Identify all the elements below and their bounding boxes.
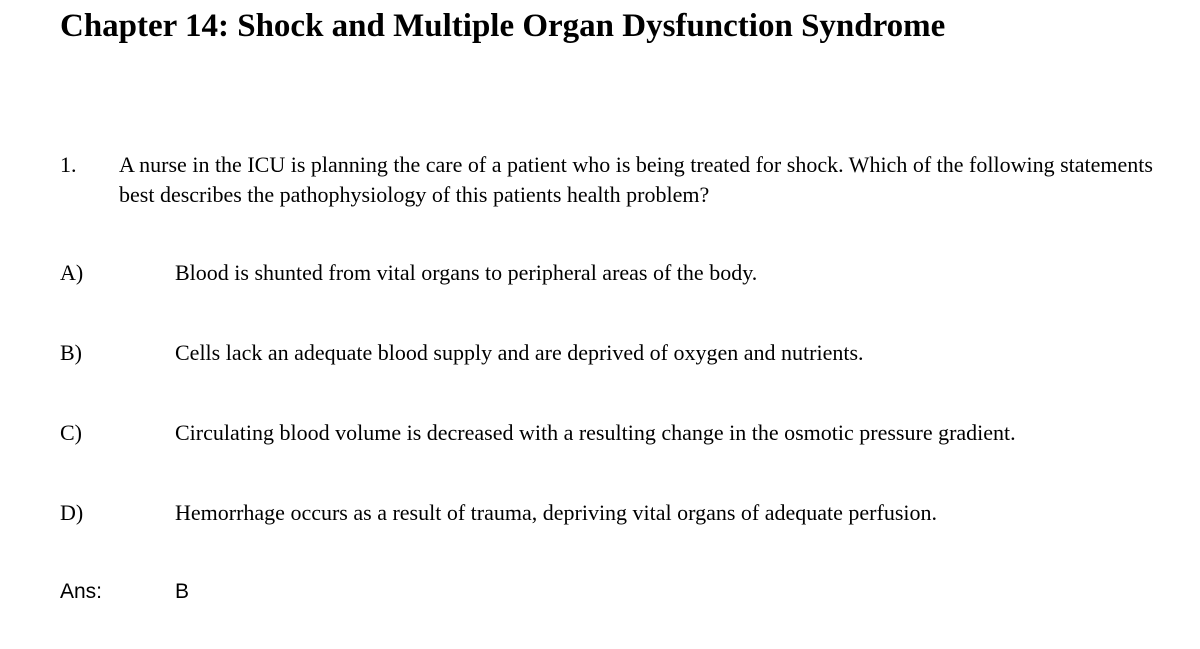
option-a-letter: A) bbox=[60, 260, 84, 285]
option-d-letter: D) bbox=[60, 500, 84, 525]
question-number: 1. bbox=[60, 152, 77, 177]
option-b-text: Cells lack an adequate blood supply and are deprived of oxygen and nutrients. bbox=[175, 340, 864, 365]
option-d-text: Hemorrhage occurs as a result of trauma, depriving vital organs of adequate perfusion. bbox=[175, 500, 937, 525]
chapter-title: Chapter 14: Shock and Multiple Organ Dysfunction Syndrome bbox=[60, 8, 946, 44]
option-c-text: Circulating blood volume is decreased with a resulting change in the osmotic pressure gradient. bbox=[175, 420, 1016, 445]
option-c-letter: C) bbox=[60, 420, 82, 445]
question-text: A nurse in the ICU is planning the care of a patient who is being treated for shock. Which of the following statements best describes the pathophysiology of this patients health problem? bbox=[119, 152, 1153, 207]
option-a-text: Blood is shunted from vital organs to peripheral areas of the body. bbox=[175, 260, 758, 285]
option-b-letter: B) bbox=[60, 340, 82, 365]
answer-label: Ans: bbox=[60, 580, 103, 603]
answer-value: B bbox=[175, 580, 190, 603]
